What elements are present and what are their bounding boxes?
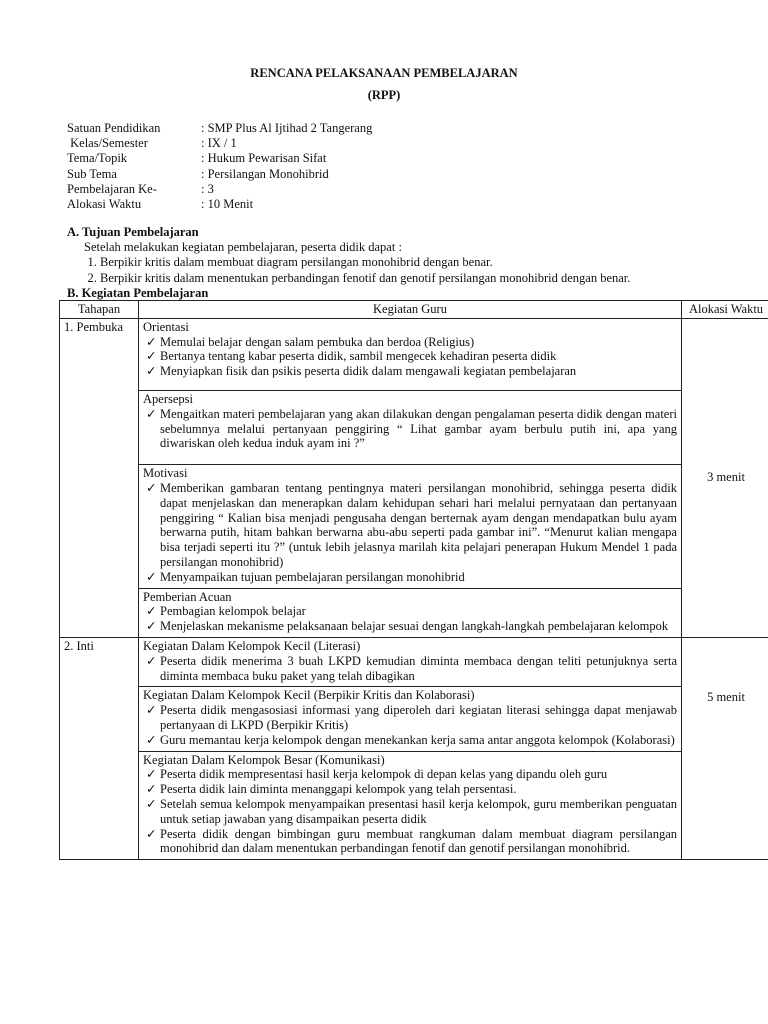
activity-block — [139, 391, 681, 465]
stage-cell: 2. Inti — [60, 637, 139, 859]
document-title: RENCANA PELAKSANAAN PEMBELAJARAN — [250, 66, 518, 80]
check-icon: ✓ — [146, 732, 157, 747]
time-cell: 5 menit — [682, 637, 768, 859]
section-a-heading: A. Tujuan Pembelajaran — [67, 225, 199, 239]
document-subtitle: (RPP) — [367, 88, 401, 102]
identity-row — [67, 167, 372, 182]
activity-list — [143, 654, 677, 684]
list-item: ✓ Memberikan gambaran tentang pentingnya materi persilangan monohibrid, sehingga peserta didik dapat menjelaskan dan menerapkan dalam kehidupan sehari hari melalui pernyataan dan pertanyaan penggiring “ Kalian bisa menjadi pengusaha dengan berternak ayam dengan mendapatkan bulu ayam berwarna putih, hitam bahkan berwarna abu-abu seperti pada gambar ini”. “Menurut kalian mengapa bisa terjadi seperti itu ?” (untuk lebih jelasnya marilah kita pelajari penerapan Hukum Mendel 1 pada persilangan monohibrid) — [146, 480, 677, 569]
identity-row — [67, 121, 372, 136]
check-icon: ✓ — [146, 334, 157, 349]
activity-block-title: Motivasi — [143, 466, 188, 481]
list-item: ✓ Peserta didik menerima 3 buah LKPD kemudian diminta membaca dengan teliti petunjuknya serta diminta membaca buku paket yang telah dibagikan — [146, 653, 677, 683]
identity-label: Kelas/Semester — [67, 136, 148, 151]
activity-block — [139, 687, 681, 751]
identity-label: Sub Tema — [67, 166, 117, 181]
header-stage: Tahapan — [60, 301, 139, 319]
identity-value: : Hukum Pewarisan Sifat — [201, 151, 327, 166]
activity-block — [139, 638, 681, 687]
identity-label: Alokasi Waktu — [67, 196, 142, 211]
objective-item: 1. Berpikir kritis dalam membuat diagram persilangan monohibrid dengan benar. — [100, 255, 630, 270]
activity-list — [143, 767, 677, 856]
section-b-heading: B. Kegiatan Pembelajaran — [67, 286, 209, 300]
check-icon: ✓ — [146, 406, 157, 421]
list-item: ✓ Mengaitkan materi pembelajaran yang akan dilakukan dengan pengalaman peserta didik dengan materi sebelumnya melalui pertanyaan penggiring “ Lihat gambar ayam berbulu putih ini, apa yang diwariskan oleh kedua induk ayam ini ?” — [146, 406, 677, 451]
identity-row — [67, 197, 372, 212]
list-item: ✓ Menyiapkan fisik dan psikis peserta didik dalam mengawali kegiatan pembelajaran — [146, 364, 577, 379]
check-icon: ✓ — [146, 604, 157, 619]
activity-list — [143, 335, 677, 387]
objectives-list — [67, 255, 630, 285]
identity-value: : IX / 1 — [201, 136, 237, 151]
check-icon: ✓ — [146, 767, 157, 782]
identity-row — [67, 136, 372, 151]
header-time: Alokasi Waktu — [682, 301, 768, 319]
identity-label: Satuan Pendidikan — [67, 121, 161, 135]
list-item: ✓ Memulai belajar dengan salam pembuka dan berdoa (Religius) — [146, 334, 475, 349]
list-item: ✓ Menyampaikan tujuan pembelajaran persilangan monohibrid — [146, 569, 465, 584]
activities-cell — [139, 637, 682, 859]
activity-block-title: Apersepsi — [143, 391, 193, 406]
check-icon: ✓ — [146, 569, 157, 584]
table-row — [60, 637, 768, 859]
activity-block-title: Kegiatan Dalam Kelompok Kecil (Berpikir Kritis dan Kolaborasi) — [143, 688, 475, 703]
stage-cell: 1. Pembuka — [60, 318, 139, 637]
list-item: ✓ Setelah semua kelompok menyampaikan presentasi hasil kerja kelompok, guru memberikan penguatan untuk setiap jawaban yang disampaikan peserta didik — [146, 796, 677, 826]
list-item: ✓ Menjelaskan mekanisme pelaksanaan belajar sesuai dengan langkah-langkah pembelajaran kelompok — [146, 619, 669, 634]
activity-list — [143, 481, 677, 585]
activities-table — [59, 300, 768, 860]
activity-block-title: Kegiatan Dalam Kelompok Kecil (Literasi) — [143, 638, 361, 653]
activities-cell — [139, 318, 682, 637]
header-teacher: Kegiatan Guru — [139, 301, 682, 319]
check-icon: ✓ — [146, 619, 157, 634]
identity-row — [67, 182, 372, 197]
activity-block-title: Kegiatan Dalam Kelompok Besar (Komunikasi) — [143, 752, 385, 767]
activity-block — [139, 589, 681, 637]
table-header-row — [60, 301, 768, 319]
identity-value: : Persilangan Monohibrid — [201, 166, 329, 181]
list-item: ✓ Pembagian kelompok belajar — [146, 604, 306, 619]
activity-block-title: Pemberian Acuan — [143, 589, 232, 604]
list-item: ✓ Peserta didik lain diminta menanggapi kelompok yang telah persentasi. — [146, 782, 517, 797]
activity-block — [139, 752, 681, 860]
section-objectives — [67, 225, 630, 286]
identity-block — [67, 121, 372, 212]
check-icon: ✓ — [146, 703, 157, 718]
check-icon: ✓ — [146, 364, 157, 379]
identity-value: : SMP Plus Al Ijtihad 2 Tangerang — [201, 121, 373, 135]
activity-list — [143, 604, 677, 634]
table-row — [60, 318, 768, 637]
identity-label: Pembelajaran Ke- — [67, 181, 157, 196]
check-icon: ✓ — [146, 796, 157, 811]
check-icon: ✓ — [146, 349, 157, 364]
check-icon: ✓ — [146, 653, 157, 668]
check-icon: ✓ — [146, 826, 157, 841]
list-item: ✓ Peserta didik mengasosiasi informasi yang diperoleh dari kegiatan literasi sehingga dapat menjawab pertanyaan di LKPD (Berpikir Kritis) — [146, 703, 677, 732]
check-icon: ✓ — [146, 480, 157, 495]
section-a-intro: Setelah melakukan kegiatan pembelajaran, peserta didik dapat : — [84, 240, 402, 255]
identity-row — [67, 151, 372, 166]
time-cell: 3 menit — [682, 318, 768, 637]
identity-value: : 3 — [201, 181, 214, 196]
identity-value: : 10 Menit — [201, 196, 254, 211]
identity-label: Tema/Topik — [67, 151, 128, 166]
list-item: ✓ Guru memantau kerja kelompok dengan menekankan kerja sama antar anggota kelompok (Kolaborasi) — [146, 732, 675, 747]
activity-block — [139, 465, 681, 588]
activity-list — [143, 407, 677, 461]
list-item: ✓ Peserta didik dengan bimbingan guru membuat rangkuman dalam membuat diagram persilangan monohibrid dan dalam menentukan perbandingan fenotif dan genotif persilangan monohibrid. — [146, 826, 677, 856]
activity-block-title: Orientasi — [143, 319, 189, 334]
check-icon: ✓ — [146, 782, 157, 797]
list-item: ✓ Bertanya tentang kabar peserta didik, sambil mengecek kehadiran peserta didik — [146, 349, 557, 364]
objective-item: 2. Berpikir kritis dalam menentukan perbandingan fenotif dan genotif persilangan monohibrid dengan benar. — [100, 271, 630, 286]
list-item: ✓ Peserta didik mempresentasi hasil kerja kelompok di depan kelas yang dipandu oleh guru — [146, 767, 608, 782]
activity-list — [143, 703, 677, 747]
activity-block — [139, 319, 681, 391]
